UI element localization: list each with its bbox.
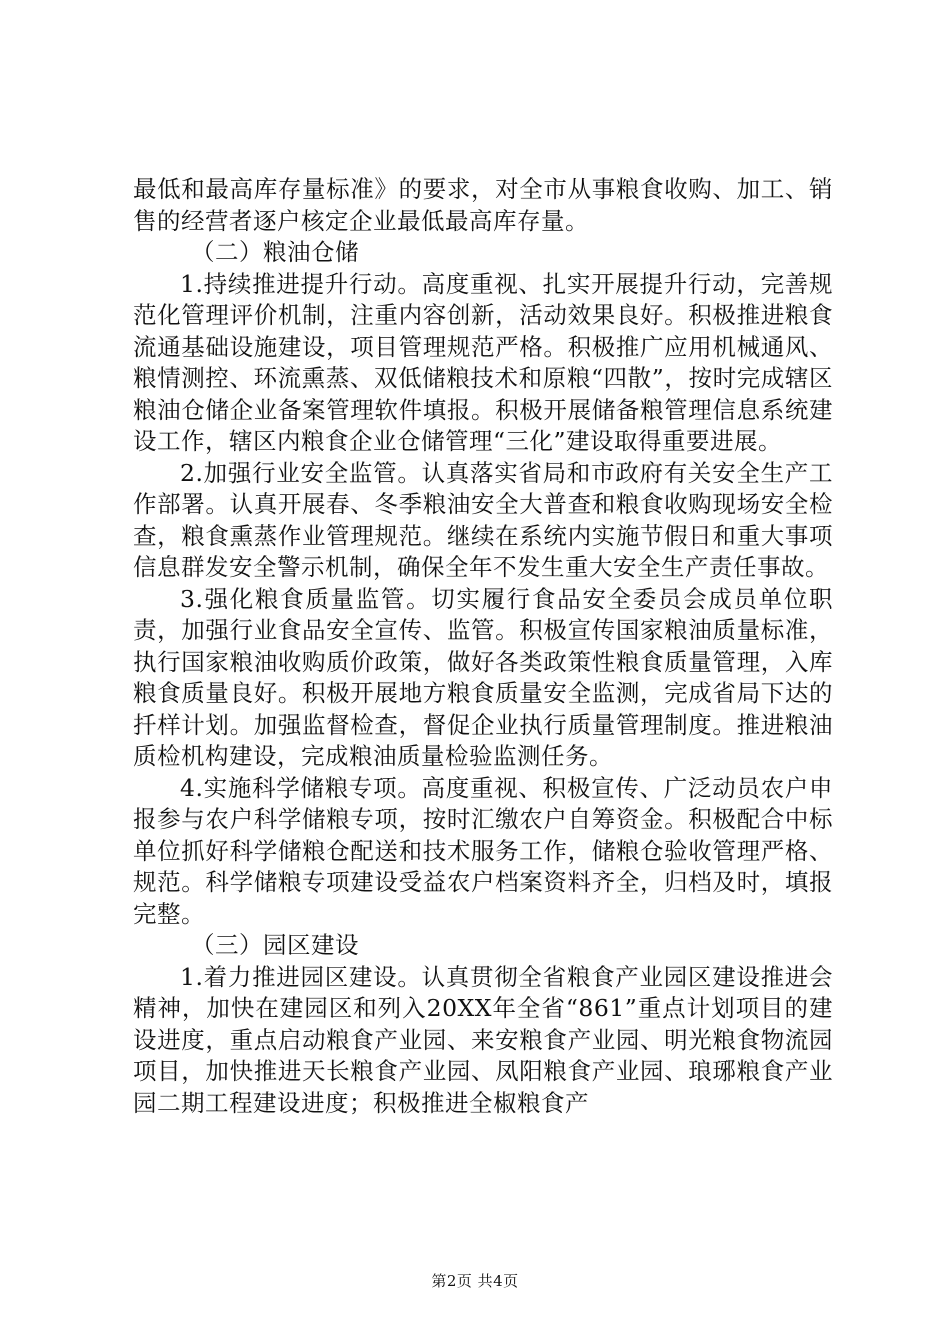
document-body — [133, 174, 833, 1119]
page-number-label: 第2页 共4页 — [431, 1272, 519, 1290]
section-heading-grain-oil-storage: （二）粮油仓储 — [191, 238, 359, 266]
page-footer — [0, 1271, 950, 1291]
paragraph-safety-supervision: 2.加强行业安全监管。认真落实省局和市政府有关安全生产工作部署。认真开展春、冬季粮油安全大普查和粮食收购现场安全检查，粮食熏蒸作业管理规范。继续在系统内实施节假日和重大事项信息群发安全警示机制，确保全年不发生重大安全生产责任事故。 — [133, 458, 833, 581]
paragraph-upgrade-action: 1.持续推进提升行动。高度重视、扎实开展提升行动，完善规范化管理评价机制，注重内容创新，活动效果良好。积极推进粮食流通基础设施建设，项目管理规范严格。积极推广应用机械通风、粮情测控、环流熏蒸、双低储粮技术和原粮“四散”，按时完成辖区粮油仓储企业备案管理软件填报。积极开展储备粮管理信息系统建设工作，辖区内粮食企业仓储管理“三化”建设取得重要进展。 — [133, 269, 833, 455]
paragraph-quality-supervision: 3.强化粮食质量监管。切实履行食品安全委员会成员单位职责，加强行业食品安全宣传、监管。积极宣传国家粮油质量标准，执行国家粮油收购质价政策，做好各类政策性粮食质量管理，入库粮食质量良好。积极开展地方粮食质量安全监测，完成省局下达的扦样计划。加强监督检查，督促企业执行质量管理制度。推进粮油质检机构建设，完成粮油质量检验监测任务。 — [133, 584, 833, 770]
paragraph-park-construction: 1.着力推进园区建设。认真贯彻全省粮食产业园区建设推进会精神，加快在建园区和列入20XX年全省“861”重点计划项目的建设进度，重点启动粮食产业园、来安粮食产业园、明光粮食物流园项目，加快推进天长粮食产业园、凤阳粮食产业园、琅琊粮食产业园二期工程建设进度；积极推进全椒粮食产 — [133, 962, 833, 1117]
paragraph-scientific-storage: 4.实施科学储粮专项。高度重视、积极宣传、广泛动员农户申报参与农户科学储粮专项，按时汇缴农户自筹资金。积极配合中标单位抓好科学储粮仓配送和技术服务工作，储粮仓验收管理严格、规范。科学储粮专项建设受益农户档案资料齐全，归档及时，填报完整。 — [133, 773, 833, 928]
section-heading-park-construction: （三）园区建设 — [191, 931, 359, 959]
paragraph-continuation: 最低和最高库存量标准》的要求，对全市从事粮食收购、加工、销售的经营者逐户核定企业最低最高库存量。 — [133, 175, 833, 235]
